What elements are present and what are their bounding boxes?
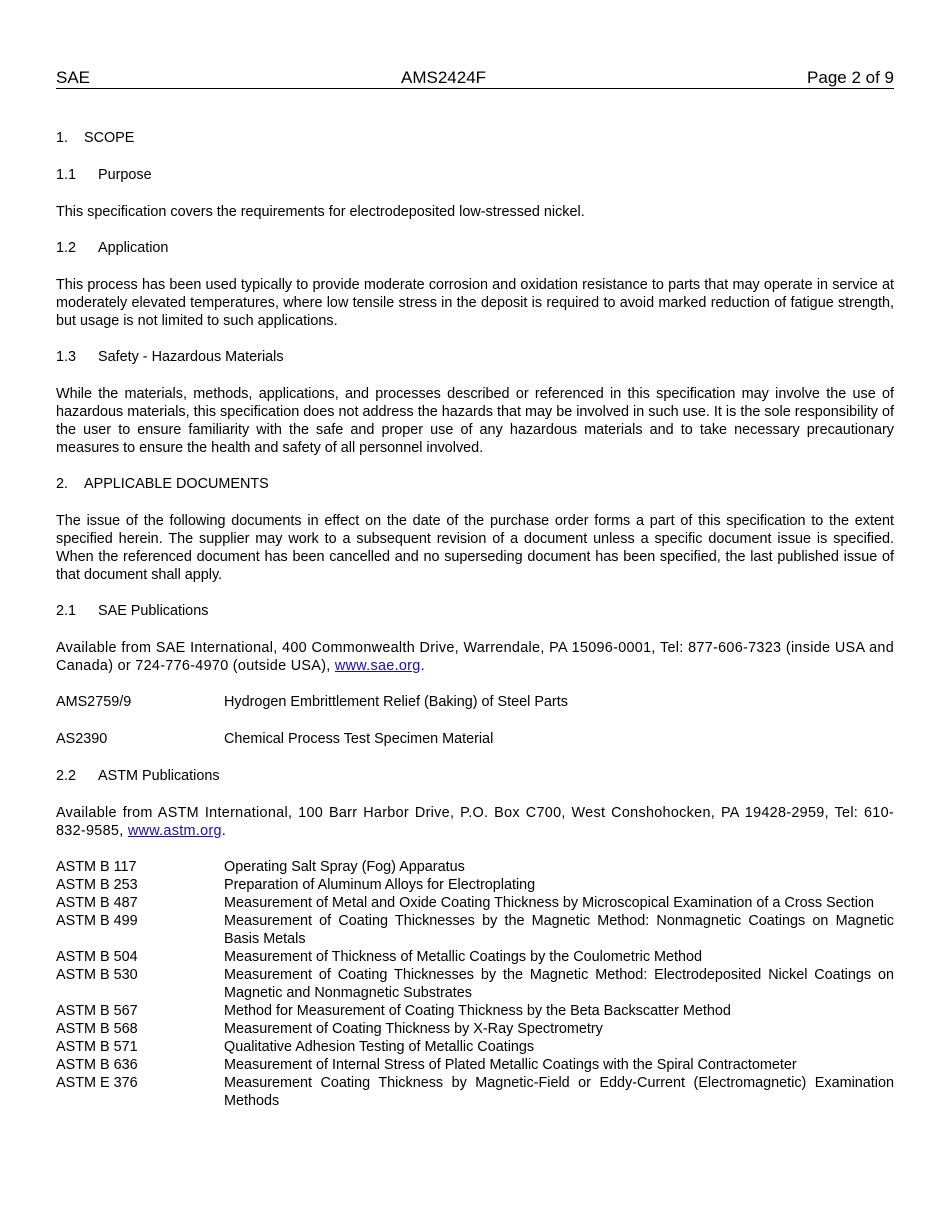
application-text: This process has been used typically to provide moderate corrosion and oxidation resistance to parts that may operate in service at moderately elevated temperatures, where low tensile stress in the deposit is required to avoid marked reduction of fatigue strength, but usage is not limited to such applications. xyxy=(56,277,894,329)
section-number: 2. xyxy=(56,476,69,492)
reference-row xyxy=(56,730,894,748)
reference-row xyxy=(56,1056,894,1074)
page-header xyxy=(56,68,894,89)
reference-row xyxy=(56,1074,894,1110)
reference-title: Qualitative Adhesion Testing of Metallic Coatings xyxy=(224,1039,535,1055)
reference-row xyxy=(56,858,894,876)
reference-code: ASTM B 253 xyxy=(56,877,138,893)
reference-code: ASTM B 487 xyxy=(56,895,138,911)
reference-code: ASTM B 568 xyxy=(56,1021,138,1037)
reference-title: Measurement of Internal Stress of Plated Metallic Coatings with the Spiral Contractometer xyxy=(224,1057,797,1073)
reference-title: Operating Salt Spray (Fog) Apparatus xyxy=(224,859,465,875)
reference-title: Preparation of Aluminum Alloys for Electroplating xyxy=(224,877,536,893)
section-heading-scope xyxy=(56,129,894,147)
astm-website-link[interactable]: www.astm.org xyxy=(127,823,222,839)
reference-row xyxy=(56,1002,894,1020)
reference-code: ASTM B 567 xyxy=(56,1003,138,1019)
reference-code: ASTM B 504 xyxy=(56,949,138,965)
astm-reference-list xyxy=(56,858,894,1110)
section-title: APPLICABLE DOCUMENTS xyxy=(84,476,269,492)
reference-row xyxy=(56,693,894,711)
section-title: SAE Publications xyxy=(98,603,209,619)
safety-text: While the materials, methods, applications, and processes described or referenced in this specification may involve the use of hazardous materials, this specification does not address the hazards that may be involved in such use. It is the sole responsibility of the user to ensure familiarity with the safe and proper use of any hazardous materials and to take necessary precautionary measures to ensure the health and safety of all personnel involved. xyxy=(56,386,894,456)
sae-availability-text xyxy=(56,639,894,675)
document-body xyxy=(56,129,894,1110)
section-title: ASTM Publications xyxy=(98,768,220,784)
reference-code: ASTM B 499 xyxy=(56,913,138,929)
section-title: Purpose xyxy=(98,167,152,183)
astm-address: Available from ASTM International, 100 Barr Harbor Drive, P.O. Box C700, West Conshohocken, PA 19428-2959, Tel: 610-832-9585, xyxy=(56,805,894,839)
reference-row xyxy=(56,1020,894,1038)
section-heading-application xyxy=(56,239,894,257)
section-number: 1.2 xyxy=(56,240,77,256)
section-heading-purpose xyxy=(56,166,894,184)
reference-title: Measurement of Coating Thicknesses by the Magnetic Method: Nonmagnetic Coatings on Magnetic Basis Metals xyxy=(224,913,894,947)
section-number: 2.2 xyxy=(56,768,77,784)
document-page xyxy=(56,68,894,1110)
reference-title: Measurement of Metal and Oxide Coating Thickness by Microscopical Examination of a Cross Section xyxy=(224,895,875,911)
reference-row xyxy=(56,912,894,948)
reference-title: Hydrogen Embrittlement Relief (Baking) of Steel Parts xyxy=(224,694,568,710)
section-number: 1.3 xyxy=(56,349,77,365)
period: . xyxy=(221,823,227,839)
applicable-documents-text: The issue of the following documents in effect on the date of the purchase order forms a part of this specification to the extent specified herein. The supplier may work to a subsequent revision of a document unless a specific document issue is specified. When the referenced document has been cancelled and no superseding document has been specified, the last published issue of that document shall apply. xyxy=(56,513,894,583)
reference-code: ASTM B 636 xyxy=(56,1057,138,1073)
reference-title: Method for Measurement of Coating Thickness by the Beta Backscatter Method xyxy=(224,1003,731,1019)
reference-code: AS2390 xyxy=(56,731,108,747)
reference-code: ASTM B 117 xyxy=(56,859,137,875)
section-title: Safety - Hazardous Materials xyxy=(98,349,284,365)
section-heading-applicable-documents xyxy=(56,475,894,493)
header-page-number: Page 2 of 9 xyxy=(807,68,894,87)
period: . xyxy=(420,658,425,674)
sae-website-link[interactable]: www.sae.org xyxy=(334,658,421,674)
reference-row xyxy=(56,948,894,966)
reference-code: ASTM B 530 xyxy=(56,967,138,983)
section-number: 1. xyxy=(56,130,69,146)
header-doc-number: AMS2424F xyxy=(401,68,487,87)
reference-title: Measurement of Coating Thicknesses by the Magnetic Method: Electrodeposited Nickel Coatings on Magnetic and Nonmagnetic Substrates xyxy=(224,967,894,1001)
sae-address: Available from SAE International, 400 Commonwealth Drive, Warrendale, PA 15096-0001, Tel: 877-606-7323 (inside USA and Canada) or 724-776-4970 (outside USA), xyxy=(56,640,894,674)
section-heading-sae-publications xyxy=(56,602,894,620)
reference-code: ASTM E 376 xyxy=(56,1075,138,1091)
reference-title: Measurement Coating Thickness by Magnetic-Field or Eddy-Current (Electromagnetic) Examination Methods xyxy=(224,1075,894,1109)
purpose-text: This specification covers the requirements for electrodeposited low-stressed nickel. xyxy=(56,204,585,220)
reference-row xyxy=(56,966,894,1002)
section-number: 2.1 xyxy=(56,603,77,619)
reference-title: Measurement of Thickness of Metallic Coatings by the Coulometric Method xyxy=(224,949,703,965)
section-number: 1.1 xyxy=(56,167,77,183)
reference-row xyxy=(56,894,894,912)
section-heading-safety xyxy=(56,348,894,366)
reference-title: Measurement of Coating Thickness by X-Ray Spectrometry xyxy=(224,1021,603,1037)
section-title: Application xyxy=(98,240,169,256)
reference-code: AMS2759/9 xyxy=(56,694,132,710)
reference-row xyxy=(56,876,894,894)
header-org: SAE xyxy=(56,68,91,87)
reference-row xyxy=(56,1038,894,1056)
reference-title: Chemical Process Test Specimen Material xyxy=(224,731,494,747)
section-title: SCOPE xyxy=(84,130,135,146)
section-heading-astm-publications xyxy=(56,767,894,785)
reference-code: ASTM B 571 xyxy=(56,1039,138,1055)
astm-availability-text xyxy=(56,804,894,840)
